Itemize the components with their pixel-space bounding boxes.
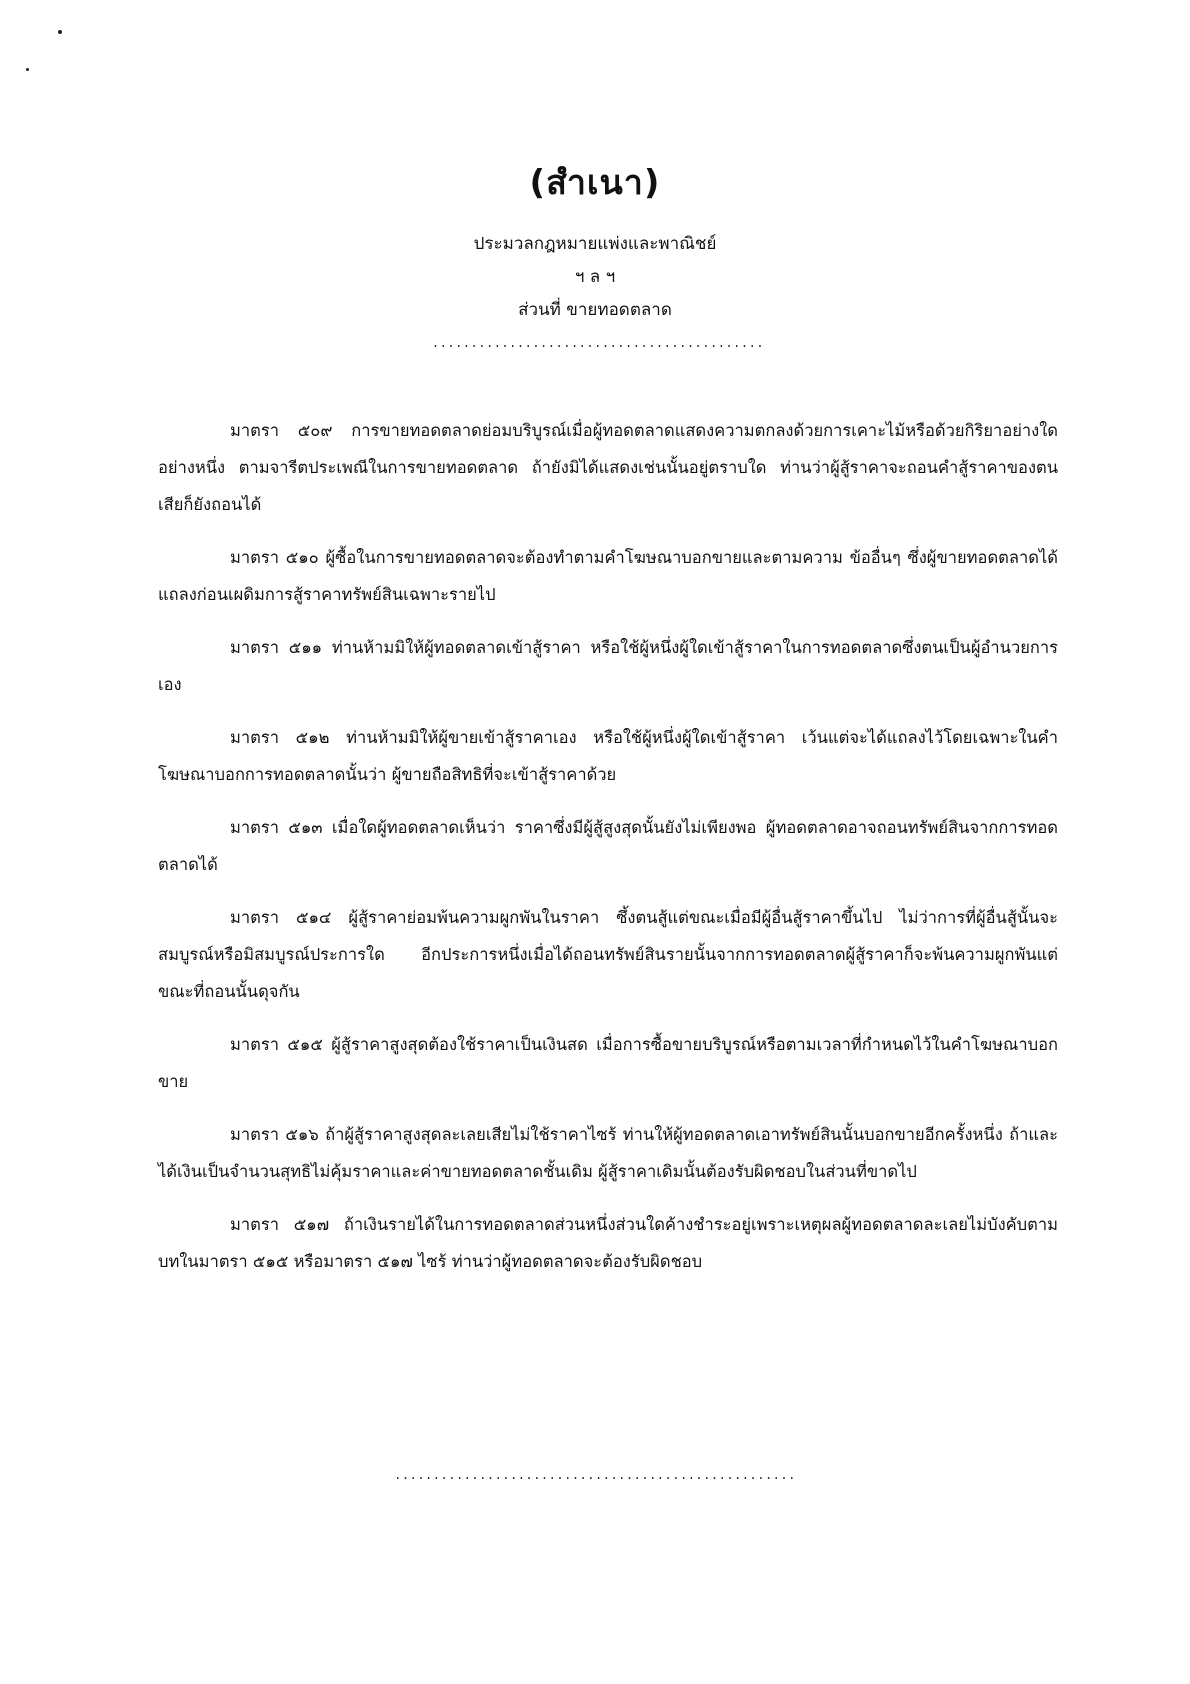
scan-speck: [26, 68, 29, 71]
heading-ellipsis: ฯ ล ฯ: [574, 267, 616, 287]
separator-bottom: ....................................................: [394, 1468, 796, 1482]
section-number: มาตรา ๕๑๗: [230, 1215, 330, 1234]
section-text: ถ้าผู้สู้ราคาสูงสุดละเลยเสียไม่ใช้ราคาไซร้ ท่านให้ผู้ทอดตลาดเอาทรัพย์สินนั้นบอกขายอีกครั้งหนึ่ง ถ้าและได้เงินเป็นจำนวนสุทธิไม่คุ้มราคาและค่าขายทอดตลาดชั้นเดิม ผู้สู้ราคาเดิมนั้นต้องรับผิดชอบในส่วนที่ขาดไป: [158, 1125, 1058, 1181]
section-number: มาตรา ๕๑๓: [230, 818, 323, 837]
section-text: ถ้าเงินรายได้ในการทอดตลาดส่วนหนึ่งส่วนใดค้างชำระอยู่เพราะเหตุผลผู้ทอดตลาดละเลยไม่บังคับตามบทในมาตรา ๕๑๕ หรือมาตรา ๕๑๗ ไซร้ ท่านว่าผู้ทอดตลาดจะต้องรับผิดชอบ: [158, 1215, 1058, 1271]
section-text: ท่านห้ามมิให้ผู้ขายเข้าสู้ราคาเอง หรือใช้ผู้หนึ่งผู้ใดเข้าสู้ราคา เว้นแต่จะได้แถลงไว้โดยเฉพาะในคำโฆษณาบอกการทอดตลาดนั้นว่า ผู้ขายถือสิทธิที่จะเข้าสู้ราคาด้วย: [158, 728, 1058, 784]
heading-code-title: ประมวลกฎหมายแพ่งและพาณิชย์: [473, 234, 717, 254]
section-text: ผู้สู้ราคาย่อมพ้นความผูกพันในราคา ซึ้งตนสู้แต่ขณะเมื่อมีผู้อื่นสู้ราคาขึ้นไป ไม่ว่าการที่ผู้อื่นสู้นั้นจะสมบูรณ์หรือมิสมบูรณ์ประการใด อีกประการหนึ่งเมื่อได้ถอนทรัพย์สินรายนั้นจากการทอดตลาดผู้สู้ราคาก็จะพ้นความผูกพันแต่ขณะที่ถอนนั้นดุจกัน: [158, 908, 1058, 1001]
section-514: [158, 899, 1058, 1010]
section-513: [158, 809, 1058, 883]
heading-part-title: ส่วนที่ ขายทอดตลาด: [518, 300, 672, 320]
section-number: มาตรา ๕๐๙: [230, 421, 333, 440]
section-515: [158, 1026, 1058, 1100]
scan-speck: [58, 30, 62, 34]
section-number: มาตรา ๕๑๑: [230, 638, 323, 657]
section-number: มาตรา ๕๑๔: [230, 908, 332, 927]
section-512: [158, 719, 1058, 793]
section-number: มาตรา ๕๑๖: [230, 1125, 319, 1144]
section-516: [158, 1116, 1058, 1190]
separator-top: ...........................................: [431, 336, 765, 350]
section-517: [158, 1206, 1058, 1280]
section-text: ผู้สู้ราคาสูงสุดต้องใช้ราคาเป็นเงินสด เมื่อการซื้อขายบริบูรณ์หรือตามเวลาที่กำหนดไว้ในคำโฆษณาบอกขาย: [158, 1035, 1058, 1091]
sections-body: [158, 412, 1058, 1296]
section-text: การขายทอดตลาดย่อมบริบูรณ์เมื่อผู้ทอดตลาดแสดงความตกลงด้วยการเคาะไม้หรือด้วยกิริยาอย่างใดอย่างหนึ่ง ตามจารีตประเพณีในการขายทอดตลาด ถ้ายังมิได้แสดงเช่นนั้นอยู่ตราบใด ท่านว่าผู้สู้ราคาจะถอนคำสู้ราคาของตนเสียก็ยังถอนได้: [158, 421, 1058, 514]
section-number: มาตรา ๕๑๕: [230, 1035, 323, 1054]
page-title: (สำเนา): [529, 163, 661, 203]
section-text: ผู้ซื้อในการขายทอดตลาดจะต้องทำตามคำโฆษณาบอกขายและตามความ ข้ออื่นๆ ซึ่งผู้ขายทอดตลาดได้แถลงก่อนเผดิมการสู้ราคาทรัพย์สินเฉพาะรายไป: [158, 548, 1059, 604]
section-510: [158, 539, 1058, 613]
section-number: มาตรา ๕๑๐: [230, 548, 319, 567]
section-number: มาตรา ๕๑๒: [230, 728, 330, 747]
section-511: [158, 629, 1058, 703]
section-509: [158, 412, 1058, 523]
section-text: ท่านห้ามมิให้ผู้ทอดตลาดเข้าสู้ราคา หรือใช้ผู้หนึ่งผู้ใดเข้าสู้ราคาในการทอดตลาดซึ่งตนเป็นผู้อำนวยการเอง: [158, 638, 1058, 694]
section-text: เมื่อใดผู้ทอดตลาดเห็นว่า ราคาซึ่งมีผู้สู้สูงสุดนั้นยังไม่เพียงพอ ผู้ทอดตลาดอาจถอนทรัพย์สินจากการทอดตลาดได้: [158, 818, 1058, 874]
